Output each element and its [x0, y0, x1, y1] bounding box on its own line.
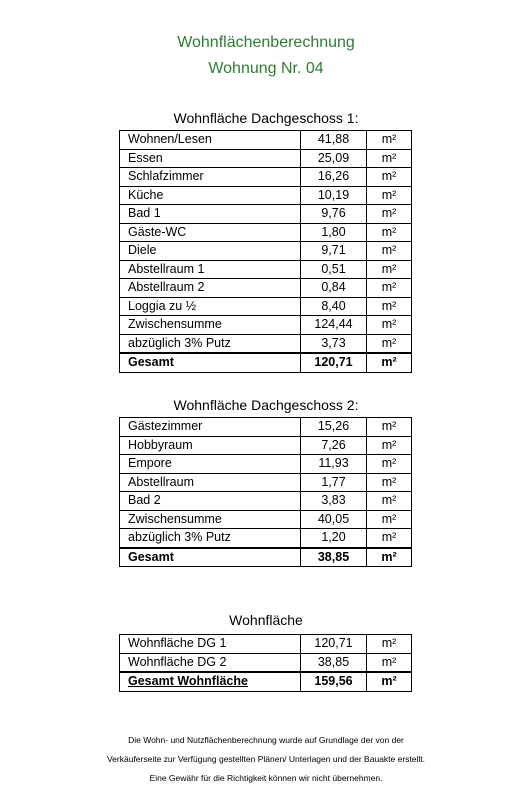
- label: Zwischensumme: [120, 316, 301, 335]
- label: Essen: [120, 149, 301, 168]
- unit: m²: [367, 205, 412, 224]
- table-dg2: [119, 417, 412, 567]
- total-label: Gesamt: [120, 353, 301, 372]
- label: Schlafzimmer: [120, 168, 301, 187]
- table-row: [120, 418, 412, 437]
- value: 40,05: [301, 510, 367, 529]
- value: 1,77: [301, 473, 367, 492]
- value: 1,80: [301, 223, 367, 242]
- unit: m²: [367, 186, 412, 205]
- table-row: [120, 168, 412, 187]
- value: 120,71: [301, 635, 367, 654]
- unit: m²: [367, 492, 412, 511]
- value: 38,85: [301, 653, 367, 672]
- label: Loggia zu ½: [120, 297, 301, 316]
- label: Bad 2: [120, 492, 301, 511]
- table-row: [120, 455, 412, 474]
- page-title: Wohnflächenberechnung: [177, 34, 355, 51]
- disclaimer-line-2: Verkäuferseite zur Verfügung gestellten Plänen/ Unterlagen und der Bauakte erstellt.: [106, 754, 425, 764]
- unit: m²: [367, 297, 412, 316]
- value: 10,19: [301, 186, 367, 205]
- table-row: [120, 260, 412, 279]
- unit: m²: [367, 418, 412, 437]
- unit: m²: [367, 279, 412, 298]
- label: Bad 1: [120, 205, 301, 224]
- label: Wohnfläche DG 1: [120, 635, 301, 654]
- table-dg1: [119, 130, 412, 373]
- unit: m²: [367, 529, 412, 548]
- total-value: 120,71: [301, 353, 367, 372]
- label: Hobbyraum: [120, 436, 301, 455]
- value: 7,26: [301, 436, 367, 455]
- table-row: [120, 205, 412, 224]
- value: 0,51: [301, 260, 367, 279]
- total-row: [120, 548, 412, 567]
- label: Abstellraum 1: [120, 260, 301, 279]
- table-row: [120, 653, 412, 672]
- value: 8,40: [301, 297, 367, 316]
- total-row: [120, 672, 412, 691]
- unit: m²: [367, 131, 412, 150]
- table-row: [120, 297, 412, 316]
- label: Küche: [120, 186, 301, 205]
- unit: m²: [367, 653, 412, 672]
- table-row: [120, 635, 412, 654]
- unit: m²: [367, 455, 412, 474]
- unit: m²: [367, 473, 412, 492]
- label: Gästezimmer: [120, 418, 301, 437]
- label: Abstellraum: [120, 473, 301, 492]
- total-unit: m²: [367, 672, 412, 691]
- unit: m²: [367, 223, 412, 242]
- value: 1,20: [301, 529, 367, 548]
- table-row: [120, 186, 412, 205]
- disclaimer-line-3: Eine Gewähr für die Richtigkeit können wir nicht übernehmen.: [149, 773, 383, 783]
- value: 25,09: [301, 149, 367, 168]
- label: Abstellraum 2: [120, 279, 301, 298]
- value: 9,71: [301, 242, 367, 261]
- unit: m²: [367, 168, 412, 187]
- unit: m²: [367, 242, 412, 261]
- value: 3,83: [301, 492, 367, 511]
- value: 15,26: [301, 418, 367, 437]
- value: 3,73: [301, 334, 367, 353]
- label: abzüglich 3% Putz: [120, 334, 301, 353]
- total-value: 38,85: [301, 548, 367, 567]
- label: Gäste-WC: [120, 223, 301, 242]
- total-value: 159,56: [301, 672, 367, 691]
- value: 124,44: [301, 316, 367, 335]
- section-title-summary: Wohnfläche: [229, 612, 303, 628]
- table-row: [120, 492, 412, 511]
- label: Wohnen/Lesen: [120, 131, 301, 150]
- value: 11,93: [301, 455, 367, 474]
- table-row: [120, 223, 412, 242]
- table-row: [120, 242, 412, 261]
- total-row: [120, 353, 412, 372]
- table-row: [120, 473, 412, 492]
- total-unit: m²: [367, 548, 412, 567]
- unit: m²: [367, 436, 412, 455]
- table-row: [120, 279, 412, 298]
- table-row: [120, 510, 412, 529]
- total-unit: m²: [367, 353, 412, 372]
- total-label: Gesamt Wohnfläche: [120, 672, 301, 691]
- value: 0,84: [301, 279, 367, 298]
- label: Empore: [120, 455, 301, 474]
- unit: m²: [367, 149, 412, 168]
- table-row: [120, 131, 412, 150]
- total-label: Gesamt: [120, 548, 301, 567]
- label: abzüglich 3% Putz: [120, 529, 301, 548]
- page-subtitle: Wohnung Nr. 04: [208, 60, 324, 77]
- section-title-dg1: Wohnfläche Dachgeschoss 1:: [173, 110, 359, 126]
- value: 9,76: [301, 205, 367, 224]
- value: 16,26: [301, 168, 367, 187]
- unit: m²: [367, 510, 412, 529]
- label: Zwischensumme: [120, 510, 301, 529]
- disclaimer: [0, 731, 532, 788]
- disclaimer-line-1: Die Wohn- und Nutzflächenberechnung wurde auf Grundlage der von der: [128, 735, 404, 745]
- table-row: [120, 529, 412, 548]
- unit: m²: [367, 635, 412, 654]
- label: Diele: [120, 242, 301, 261]
- unit: m²: [367, 334, 412, 353]
- table-row: [120, 334, 412, 353]
- value: 41,88: [301, 131, 367, 150]
- section-title-dg2: Wohnfläche Dachgeschoss 2:: [173, 397, 359, 413]
- unit: m²: [367, 260, 412, 279]
- table-row: [120, 316, 412, 335]
- table-row: [120, 436, 412, 455]
- label: Wohnfläche DG 2: [120, 653, 301, 672]
- table-row: [120, 149, 412, 168]
- unit: m²: [367, 316, 412, 335]
- table-summary: [119, 634, 412, 692]
